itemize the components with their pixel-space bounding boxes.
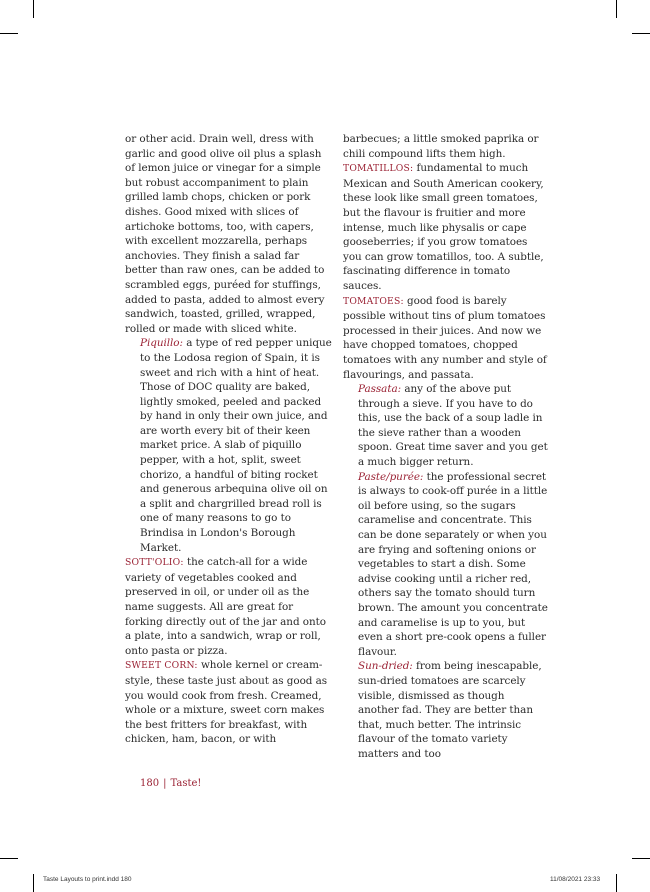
entry-text: fundamental to much Mexican and South American cookery, these look like small green tomatoes, but the flavour is fruitier and more intense, much like physalis or cape gooseberries; if you grow tomatoes you can grow tomatillos, too. A subtle, fascinating difference in tomato sauces. bbox=[343, 162, 544, 292]
entry-text: good food is barely possible without tins of plum tomatoes processed in their juices. And now we have chopped tomatoes, chopped tomatoes with any number and style of flavourings, and passata. bbox=[343, 294, 547, 381]
entry-text: whole kernel or cream-style, these taste just about as good as you would cook from fresh. Creamed, whole or a mixture, sweet corn makes the best fritters for breakfast, with chicken, ham, bacon, or with bbox=[125, 659, 328, 746]
entry-sweet-corn bbox=[125, 658, 333, 747]
slug-file-info: Taste Layouts to print.indd 180 bbox=[43, 876, 132, 883]
book-title: Taste! bbox=[170, 778, 202, 789]
sub-entry-text: any of the above put through a sieve. If you have to do this, use the back of a soup ladle in the sieve rather than a wooden spoon. Great time saver and you get a much bigger return. bbox=[358, 383, 548, 469]
sub-entry-text: a type of red pepper unique to the Lodosa region of Spain, it is sweet and rich with a hint of heat. Those of DOC quality are baked, lightly smoked, peeled and packed by hand in only their own juice, and are worth every bit of their keen market price. A slab of piquillo pepper, with a hot, split, sweet chorizo, a handful of biting rocket and generous arbequina olive oil on a split and chargrilled bread roll is one of many reasons to go to Brindisa in London's Borough Market. bbox=[140, 337, 332, 554]
entry-sottolio bbox=[125, 555, 333, 658]
sub-term: Paste/purée: bbox=[358, 470, 424, 483]
right-column bbox=[343, 132, 548, 762]
crop-mark-top-left-v bbox=[33, 0, 34, 18]
slug-datetime: 11/08/2021 23:33 bbox=[550, 876, 601, 883]
crop-mark-top-right-h bbox=[632, 33, 650, 34]
crop-mark-bottom-left-v bbox=[33, 874, 34, 892]
sub-entry-text: the professional secret is always to cook-off purée in a little oil before using, so the sugars caramelise and concentrate. This can be done separately or when you are frying and softening onions or vegetables to start a dish. Some advise cooking until a richer red, others say the tomato should turn brown. The amount you concentrate and caramelise is up to you, but even a short pre-cook opens a fuller flavour. bbox=[358, 470, 548, 658]
sub-term: Piquillo: bbox=[140, 337, 183, 350]
entry-term: TOMATILLOS: bbox=[343, 163, 414, 175]
sub-term: Sun-dried: bbox=[358, 660, 413, 673]
entry-term: SWEET CORN: bbox=[125, 660, 198, 672]
left-column bbox=[125, 132, 333, 747]
crop-mark-bottom-right-h bbox=[632, 858, 650, 859]
folio bbox=[140, 778, 201, 789]
crop-mark-top-right-v bbox=[616, 0, 617, 18]
sub-entry-paste-puree bbox=[343, 470, 548, 660]
entry-tomatoes bbox=[343, 294, 548, 383]
sub-entry-passata bbox=[343, 382, 548, 470]
paragraph: barbecues; a little smoked paprika or chili compound lifts them high. bbox=[343, 133, 539, 160]
entry-tomatillos bbox=[343, 161, 548, 293]
crop-mark-bottom-left-h bbox=[0, 858, 18, 859]
paragraph: or other acid. Drain well, dress with garlic and good olive oil plus a splash of lemon juice or vinegar for a simple but robust accompaniment to plain grilled lamb chops, chicken or pork dishes. Good mixed with slices of artichoke bottoms, too, with capers, with excellent mozzarella, perhaps anchovies. They finish a salad far better than raw ones, can be added to scrambled eggs, puréed for stuffings, added to pasta, added to almost every sandwich, toasted, grilled, wrapped, rolled or made with sliced white. bbox=[125, 133, 325, 335]
crop-mark-top-left-h bbox=[0, 33, 18, 34]
sub-entry-piquillo bbox=[125, 336, 333, 555]
sub-entry-sun-dried bbox=[343, 659, 548, 761]
folio-separator: | bbox=[163, 778, 167, 789]
sub-entry-text: from being inescapable, sun-dried tomatoes are scarcely visible, dismissed as though another fad. They are better than that, much better. The intrinsic flavour of the tomato variety matters and too bbox=[358, 660, 542, 760]
entry-text: the catch-all for a wide variety of vegetables cooked and preserved in oil, or under oil as the name suggests. All are great for forking directly out of the jar and onto a plate, into a sandwich, wrap or roll, onto pasta or pizza. bbox=[125, 556, 326, 657]
page-number: 180 bbox=[140, 778, 160, 789]
crop-mark-bottom-right-v bbox=[616, 874, 617, 892]
sub-term: Passata: bbox=[358, 383, 402, 396]
entry-term: TOMATOES: bbox=[343, 295, 404, 307]
entry-term: SOTT'OLIO: bbox=[125, 557, 184, 569]
